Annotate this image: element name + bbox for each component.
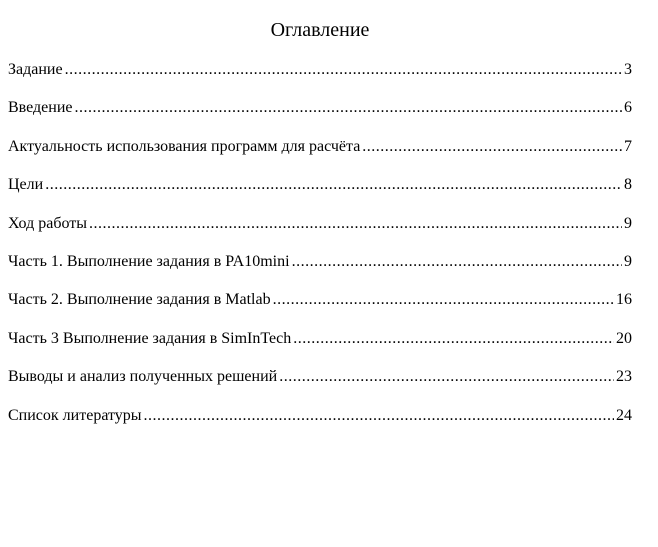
toc-leader-dots xyxy=(273,290,614,310)
toc-leader-dots xyxy=(65,60,622,80)
toc-entry-label: Задание xyxy=(8,61,63,78)
toc-entry-page: 8 xyxy=(624,176,632,194)
toc-leader-dots xyxy=(45,175,622,195)
toc-entry[interactable] xyxy=(8,367,632,405)
toc-entry-page: 7 xyxy=(624,137,632,155)
toc-leader-dots xyxy=(144,406,614,426)
toc-entry-page: 24 xyxy=(616,406,632,424)
toc-entry-label: Часть 3 Выполнение задания в SimInTech xyxy=(8,329,292,347)
toc-leader-dots xyxy=(279,367,614,387)
table-of-contents xyxy=(8,60,632,444)
toc-leader-dots xyxy=(89,214,622,234)
toc-entry[interactable] xyxy=(8,175,632,213)
toc-leader-dots xyxy=(75,98,623,118)
toc-entry-page: 9 xyxy=(624,214,632,232)
toc-entry-page: 3 xyxy=(624,61,632,78)
toc-leader-dots xyxy=(292,252,622,272)
toc-title: Оглавление xyxy=(270,19,370,41)
toc-entry-label: Ход работы xyxy=(8,214,87,232)
toc-entry-label: Цели xyxy=(8,176,44,194)
toc-entry-label: Выводы и анализ полученных решений xyxy=(8,368,278,386)
toc-entry[interactable] xyxy=(8,98,632,136)
toc-entry[interactable] xyxy=(8,252,632,290)
toc-entry[interactable] xyxy=(8,214,632,252)
toc-entry-page: 9 xyxy=(624,252,632,270)
toc-entry-page: 16 xyxy=(616,291,632,309)
toc-entry[interactable] xyxy=(8,329,632,367)
toc-entry[interactable] xyxy=(8,137,632,175)
toc-entry-page: 23 xyxy=(616,368,632,386)
toc-leader-dots xyxy=(293,329,614,349)
toc-entry-page: 20 xyxy=(616,329,632,347)
toc-leader-dots xyxy=(362,137,622,157)
toc-entry[interactable] xyxy=(8,406,632,444)
toc-entry-label: Часть 1. Выполнение задания в PA10mini xyxy=(8,252,290,270)
toc-entry-page: 6 xyxy=(624,99,632,117)
toc-entry[interactable] xyxy=(8,60,632,98)
toc-entry-label: Актуальность использования программ для расчёта xyxy=(8,137,361,155)
toc-entry-label: Список литературы xyxy=(8,406,142,424)
toc-entry-label: Часть 2. Выполнение задания в Matlab xyxy=(8,291,271,309)
toc-entry-label: Введение xyxy=(8,99,73,117)
toc-entry[interactable] xyxy=(8,290,632,328)
